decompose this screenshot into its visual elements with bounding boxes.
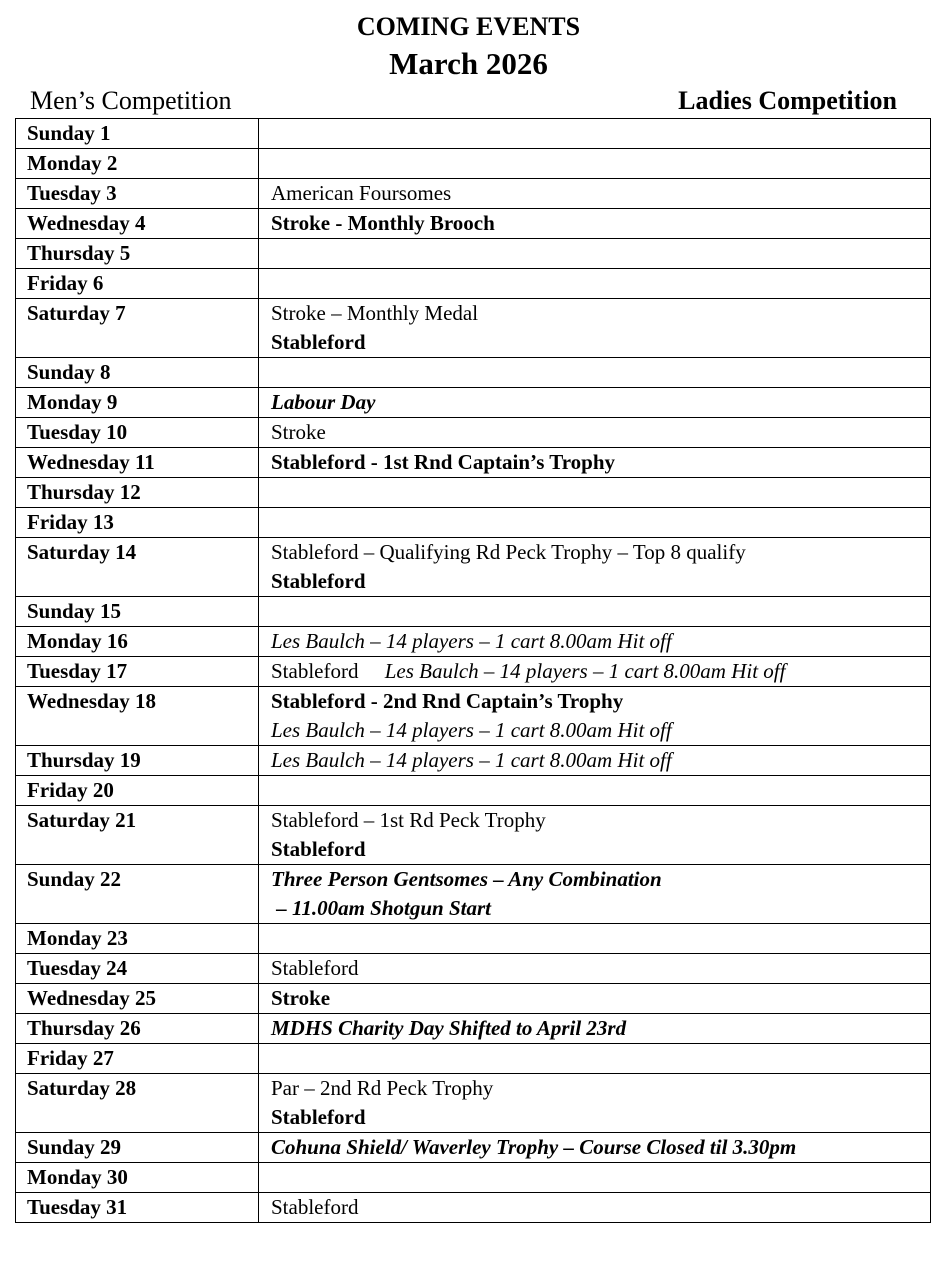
- event-cell: [259, 358, 931, 388]
- event-cell: [259, 478, 931, 508]
- day-cell: Thursday 19: [16, 746, 259, 776]
- event-line: [271, 328, 918, 357]
- event-line: [271, 1074, 918, 1103]
- table-row: [16, 209, 931, 239]
- event-cell: [259, 746, 931, 776]
- event-text: Stroke: [271, 420, 326, 444]
- day-cell: Monday 23: [16, 924, 259, 954]
- table-row: [16, 478, 931, 508]
- event-text: Stroke – Monthly Medal: [271, 301, 479, 325]
- table-row: [16, 657, 931, 687]
- table-row: [16, 865, 931, 924]
- event-cell: [259, 269, 931, 299]
- event-cell: [259, 865, 931, 924]
- event-cell: [259, 806, 931, 865]
- page-title: COMING EVENTS: [356, 12, 581, 41]
- event-cell: [259, 597, 931, 627]
- table-row: [16, 1074, 931, 1133]
- day-cell: Thursday 5: [16, 239, 259, 269]
- table-row: [16, 776, 931, 806]
- day-cell: Saturday 7: [16, 299, 259, 358]
- day-cell: Saturday 21: [16, 806, 259, 865]
- events-table: [15, 118, 931, 1223]
- table-row: [16, 269, 931, 299]
- event-cell: [259, 239, 931, 269]
- ladies-competition-label: Ladies Competition: [678, 86, 897, 115]
- event-cell: [259, 627, 931, 657]
- event-cell: [259, 1074, 931, 1133]
- event-text: – 11.00am Shotgun Start: [271, 896, 491, 920]
- event-line: [271, 865, 918, 894]
- table-row: [16, 924, 931, 954]
- day-cell: Wednesday 18: [16, 687, 259, 746]
- table-row: [16, 1044, 931, 1074]
- event-cell: [259, 657, 931, 687]
- event-cell: [259, 1193, 931, 1223]
- event-cell: [259, 1014, 931, 1044]
- event-line: [271, 538, 918, 567]
- event-cell: [259, 388, 931, 418]
- event-cell: [259, 776, 931, 806]
- table-row: [16, 358, 931, 388]
- event-cell: [259, 924, 931, 954]
- event-line: [271, 627, 918, 656]
- event-cell: [259, 508, 931, 538]
- table-row: [16, 1193, 931, 1223]
- day-cell: Monday 2: [16, 149, 259, 179]
- event-cell: [259, 299, 931, 358]
- day-cell: Saturday 28: [16, 1074, 259, 1133]
- event-line: [271, 894, 918, 923]
- event-text: Labour Day: [271, 390, 376, 414]
- day-cell: Monday 30: [16, 1163, 259, 1193]
- table-row: [16, 1133, 931, 1163]
- day-cell: Sunday 1: [16, 119, 259, 149]
- event-text: Les Baulch – 14 players – 1 cart 8.00am Hit off: [271, 718, 672, 742]
- day-cell: Tuesday 24: [16, 954, 259, 984]
- event-text: Stableford: [271, 1105, 366, 1129]
- event-text: Stableford – Qualifying Rd Peck Trophy – Top 8 qualify: [271, 540, 746, 564]
- day-cell: Monday 16: [16, 627, 259, 657]
- event-text: Three Person Gentsomes – Any Combination: [271, 867, 662, 891]
- table-row: [16, 538, 931, 597]
- event-line: [271, 567, 918, 596]
- event-line: [271, 954, 918, 983]
- event-line: [271, 418, 918, 447]
- event-line: [271, 388, 918, 417]
- day-cell: Thursday 26: [16, 1014, 259, 1044]
- event-cell: [259, 1044, 931, 1074]
- table-row: [16, 746, 931, 776]
- event-cell: [259, 1163, 931, 1193]
- day-cell: Sunday 29: [16, 1133, 259, 1163]
- event-line: [271, 448, 918, 477]
- table-row: [16, 388, 931, 418]
- event-text: Stableford: [271, 659, 359, 683]
- day-cell: Tuesday 17: [16, 657, 259, 687]
- event-line: [271, 209, 918, 238]
- table-row: [16, 239, 931, 269]
- event-text: Stableford: [271, 569, 366, 593]
- event-text: Stableford – 1st Rd Peck Trophy: [271, 808, 546, 832]
- event-line: [271, 657, 918, 686]
- day-cell: Friday 13: [16, 508, 259, 538]
- spacer: [358, 659, 384, 683]
- day-cell: Thursday 12: [16, 478, 259, 508]
- day-cell: Wednesday 4: [16, 209, 259, 239]
- event-line: [271, 984, 918, 1013]
- day-cell: Tuesday 3: [16, 179, 259, 209]
- event-cell: [259, 448, 931, 478]
- event-text: Les Baulch – 14 players – 1 cart 8.00am Hit off: [271, 748, 672, 772]
- table-row: [16, 1163, 931, 1193]
- event-line: [271, 1014, 918, 1043]
- event-cell: [259, 119, 931, 149]
- event-cell: [259, 149, 931, 179]
- table-row: [16, 687, 931, 746]
- event-text: Cohuna Shield/ Waverley Trophy – Course Closed til 3.30pm: [271, 1135, 797, 1159]
- table-row: [16, 448, 931, 478]
- table-row: [16, 806, 931, 865]
- month-heading: March 2026: [389, 46, 548, 81]
- event-text: Par – 2nd Rd Peck Trophy: [271, 1076, 494, 1100]
- events-table-body: [16, 119, 931, 1223]
- event-text: Stroke - Monthly Brooch: [271, 211, 495, 235]
- event-extra-text: Les Baulch – 14 players – 1 cart 8.00am Hit off: [384, 659, 786, 683]
- event-text: Stableford: [271, 837, 366, 861]
- event-text: Stableford: [271, 330, 366, 354]
- event-text: American Foursomes: [271, 181, 452, 205]
- day-cell: Saturday 14: [16, 538, 259, 597]
- event-line: [271, 687, 918, 716]
- day-cell: Tuesday 10: [16, 418, 259, 448]
- event-line: [271, 716, 918, 745]
- event-cell: [259, 1133, 931, 1163]
- event-line: [271, 746, 918, 775]
- event-line: [271, 1193, 918, 1222]
- table-row: [16, 299, 931, 358]
- event-line: [271, 299, 918, 328]
- day-cell: Friday 6: [16, 269, 259, 299]
- day-cell: Friday 27: [16, 1044, 259, 1074]
- table-row: [16, 954, 931, 984]
- day-cell: Wednesday 25: [16, 984, 259, 1014]
- table-row: [16, 119, 931, 149]
- table-row: [16, 597, 931, 627]
- event-text: Les Baulch – 14 players – 1 cart 8.00am Hit off: [271, 629, 672, 653]
- event-cell: [259, 984, 931, 1014]
- mens-competition-label: Men’s Competition: [30, 86, 232, 115]
- table-row: [16, 508, 931, 538]
- day-cell: Sunday 22: [16, 865, 259, 924]
- event-cell: [259, 954, 931, 984]
- event-cell: [259, 418, 931, 448]
- day-cell: Sunday 8: [16, 358, 259, 388]
- table-row: [16, 1014, 931, 1044]
- table-row: [16, 179, 931, 209]
- day-cell: Monday 9: [16, 388, 259, 418]
- event-text: Stableford: [271, 956, 359, 980]
- day-cell: Sunday 15: [16, 597, 259, 627]
- event-text: Stableford: [271, 1195, 359, 1219]
- event-cell: [259, 179, 931, 209]
- event-line: [271, 835, 918, 864]
- event-cell: [259, 687, 931, 746]
- event-line: [271, 1103, 918, 1132]
- day-cell: Tuesday 31: [16, 1193, 259, 1223]
- event-text: Stableford - 1st Rnd Captain’s Trophy: [271, 450, 616, 474]
- event-line: [271, 179, 918, 208]
- event-cell: [259, 209, 931, 239]
- event-cell: [259, 538, 931, 597]
- event-line: [271, 806, 918, 835]
- table-row: [16, 149, 931, 179]
- day-cell: Wednesday 11: [16, 448, 259, 478]
- table-row: [16, 418, 931, 448]
- event-line: [271, 1133, 918, 1162]
- table-row: [16, 984, 931, 1014]
- event-text: Stroke: [271, 986, 331, 1010]
- event-text: MDHS Charity Day Shifted to April 23rd: [271, 1016, 627, 1040]
- event-text: Stableford - 2nd Rnd Captain’s Trophy: [271, 689, 624, 713]
- table-row: [16, 627, 931, 657]
- day-cell: Friday 20: [16, 776, 259, 806]
